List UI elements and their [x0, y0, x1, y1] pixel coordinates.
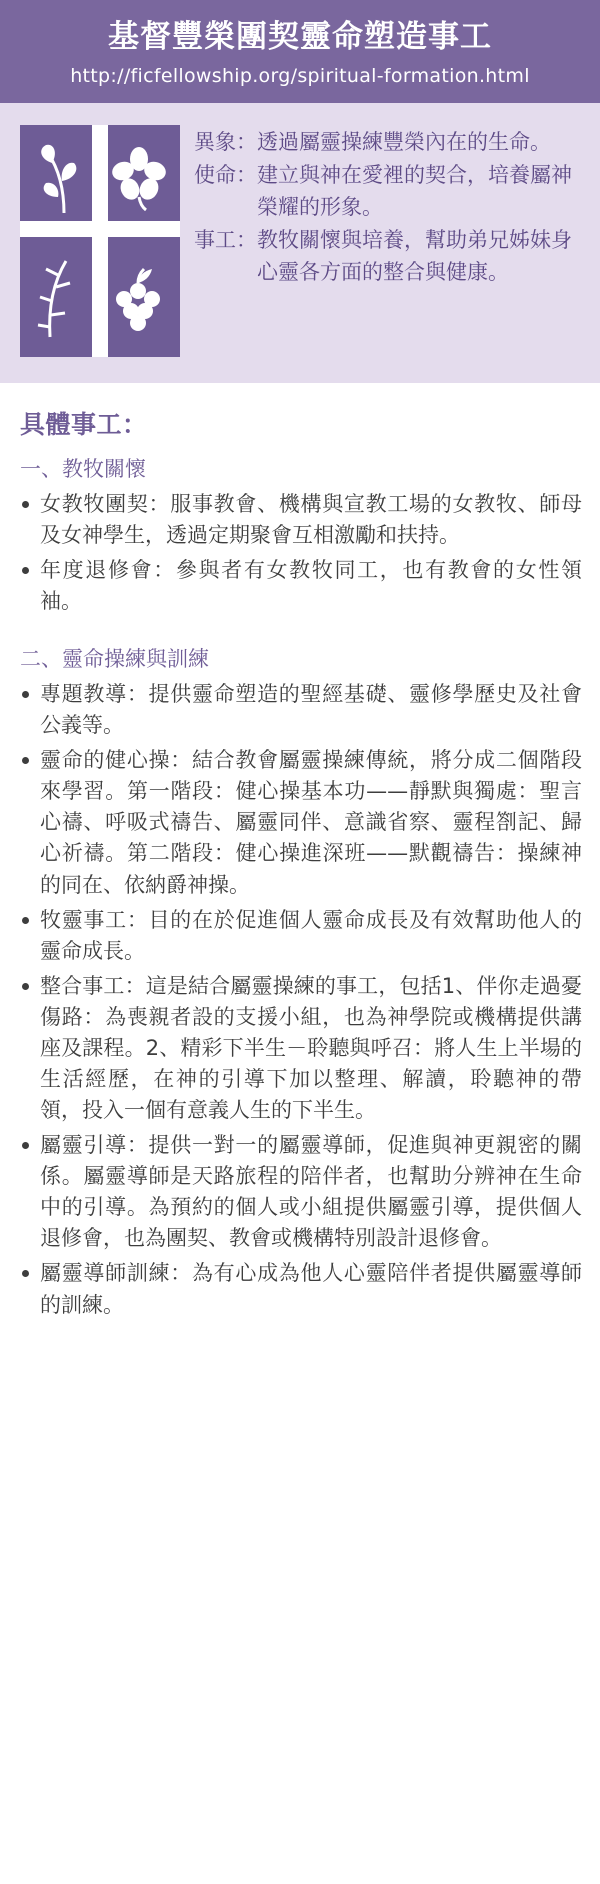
mission-label: 使命： [194, 163, 257, 188]
vision-row-vision [194, 127, 580, 159]
vision-text: 透過屬靈操練豐榮內在的生命。 [257, 129, 551, 154]
list-item: 年度退修會：參與者有女教牧同工，也有教會的女性領袖。 [18, 555, 582, 617]
list-item: 屬靈導師訓練：為有心成為他人心靈陪伴者提供屬靈導師的訓練。 [18, 1258, 582, 1320]
page-header [0, 0, 600, 103]
subsection-heading-2: 二、靈命操練與訓練 [20, 647, 209, 672]
vision-row-mission [194, 160, 580, 223]
vision-list [194, 125, 580, 291]
mission-text: 建立與神在愛裡的契合，培養屬神榮耀的形象。 [257, 163, 572, 219]
list-item: 女教牧團契：服事教會、機構與宣教工場的女教牧、師母及女神學生，透過定期聚會互相激勵和扶持。 [18, 489, 582, 551]
list-item: 屬靈引導：提供一對一的屬靈導師，促進與神更親密的關係。屬靈導師是天路旅程的陪伴者，也幫助分辨神在生命中的引導。為預約的個人或小組提供屬靈引導，提供個人退修會，也為團契、教會或機構特別設計退修會。 [18, 1130, 582, 1254]
list-item: 專題教導：提供靈命塑造的聖經基礎、靈修學歷史及社會公義等。 [18, 679, 582, 741]
vision-row-ministry [194, 225, 580, 288]
vision-label: 異象： [194, 129, 257, 154]
ministry-text: 教牧關懷與培養，幫助弟兄姊妹身心靈各方面的整合與健康。 [257, 228, 572, 284]
grapes-icon [110, 265, 166, 341]
cross-vertical-bar [92, 125, 108, 357]
subsection-heading-1: 一、教牧關懷 [20, 456, 146, 481]
cross-horizontal-bar [20, 221, 180, 237]
flower-icon [110, 145, 168, 211]
page-url[interactable]: http://ficfellowship.org/spiritual-formation.html [70, 64, 530, 87]
thorn-branch-icon [32, 259, 84, 339]
list-item: 牧靈事工：目的在於促進個人靈命成長及有效幫助他人的靈命成長。 [18, 905, 582, 967]
page-title: 基督豐榮團契靈命塑造事工 [108, 19, 492, 55]
vine-icon [34, 141, 86, 215]
subsection-list-1 [18, 489, 582, 617]
fellowship-logo [20, 125, 180, 357]
list-item: 靈命的健心操：結合教會屬靈操練傳統，將分成二個階段來學習。第一階段：健心操基本功——靜默與獨處：聖言心禱、呼吸式禱告、屬靈同伴、意識省察、靈程劄記、歸心祈禱。第二階段：健心操進深班——默觀禱告：操練神的同在、依納爵神操。 [18, 745, 582, 900]
subsection-list-2 [18, 679, 582, 1321]
main-content [0, 383, 600, 1355]
section-title: 具體事工： [20, 409, 148, 439]
vision-band [0, 103, 600, 383]
list-item: 整合事工：這是結合屬靈操練的事工，包括1、伴你走過憂傷路：為喪親者設的支援小組，也為神學院或機構提供講座及課程。2、精彩下半生－聆聽與呼召：將人生上半場的生活經歷，在神的引導下加以整理、解讀，聆聽神的帶領，投入一個有意義人生的下半生。 [18, 971, 582, 1126]
ministry-label: 事工： [194, 228, 257, 253]
